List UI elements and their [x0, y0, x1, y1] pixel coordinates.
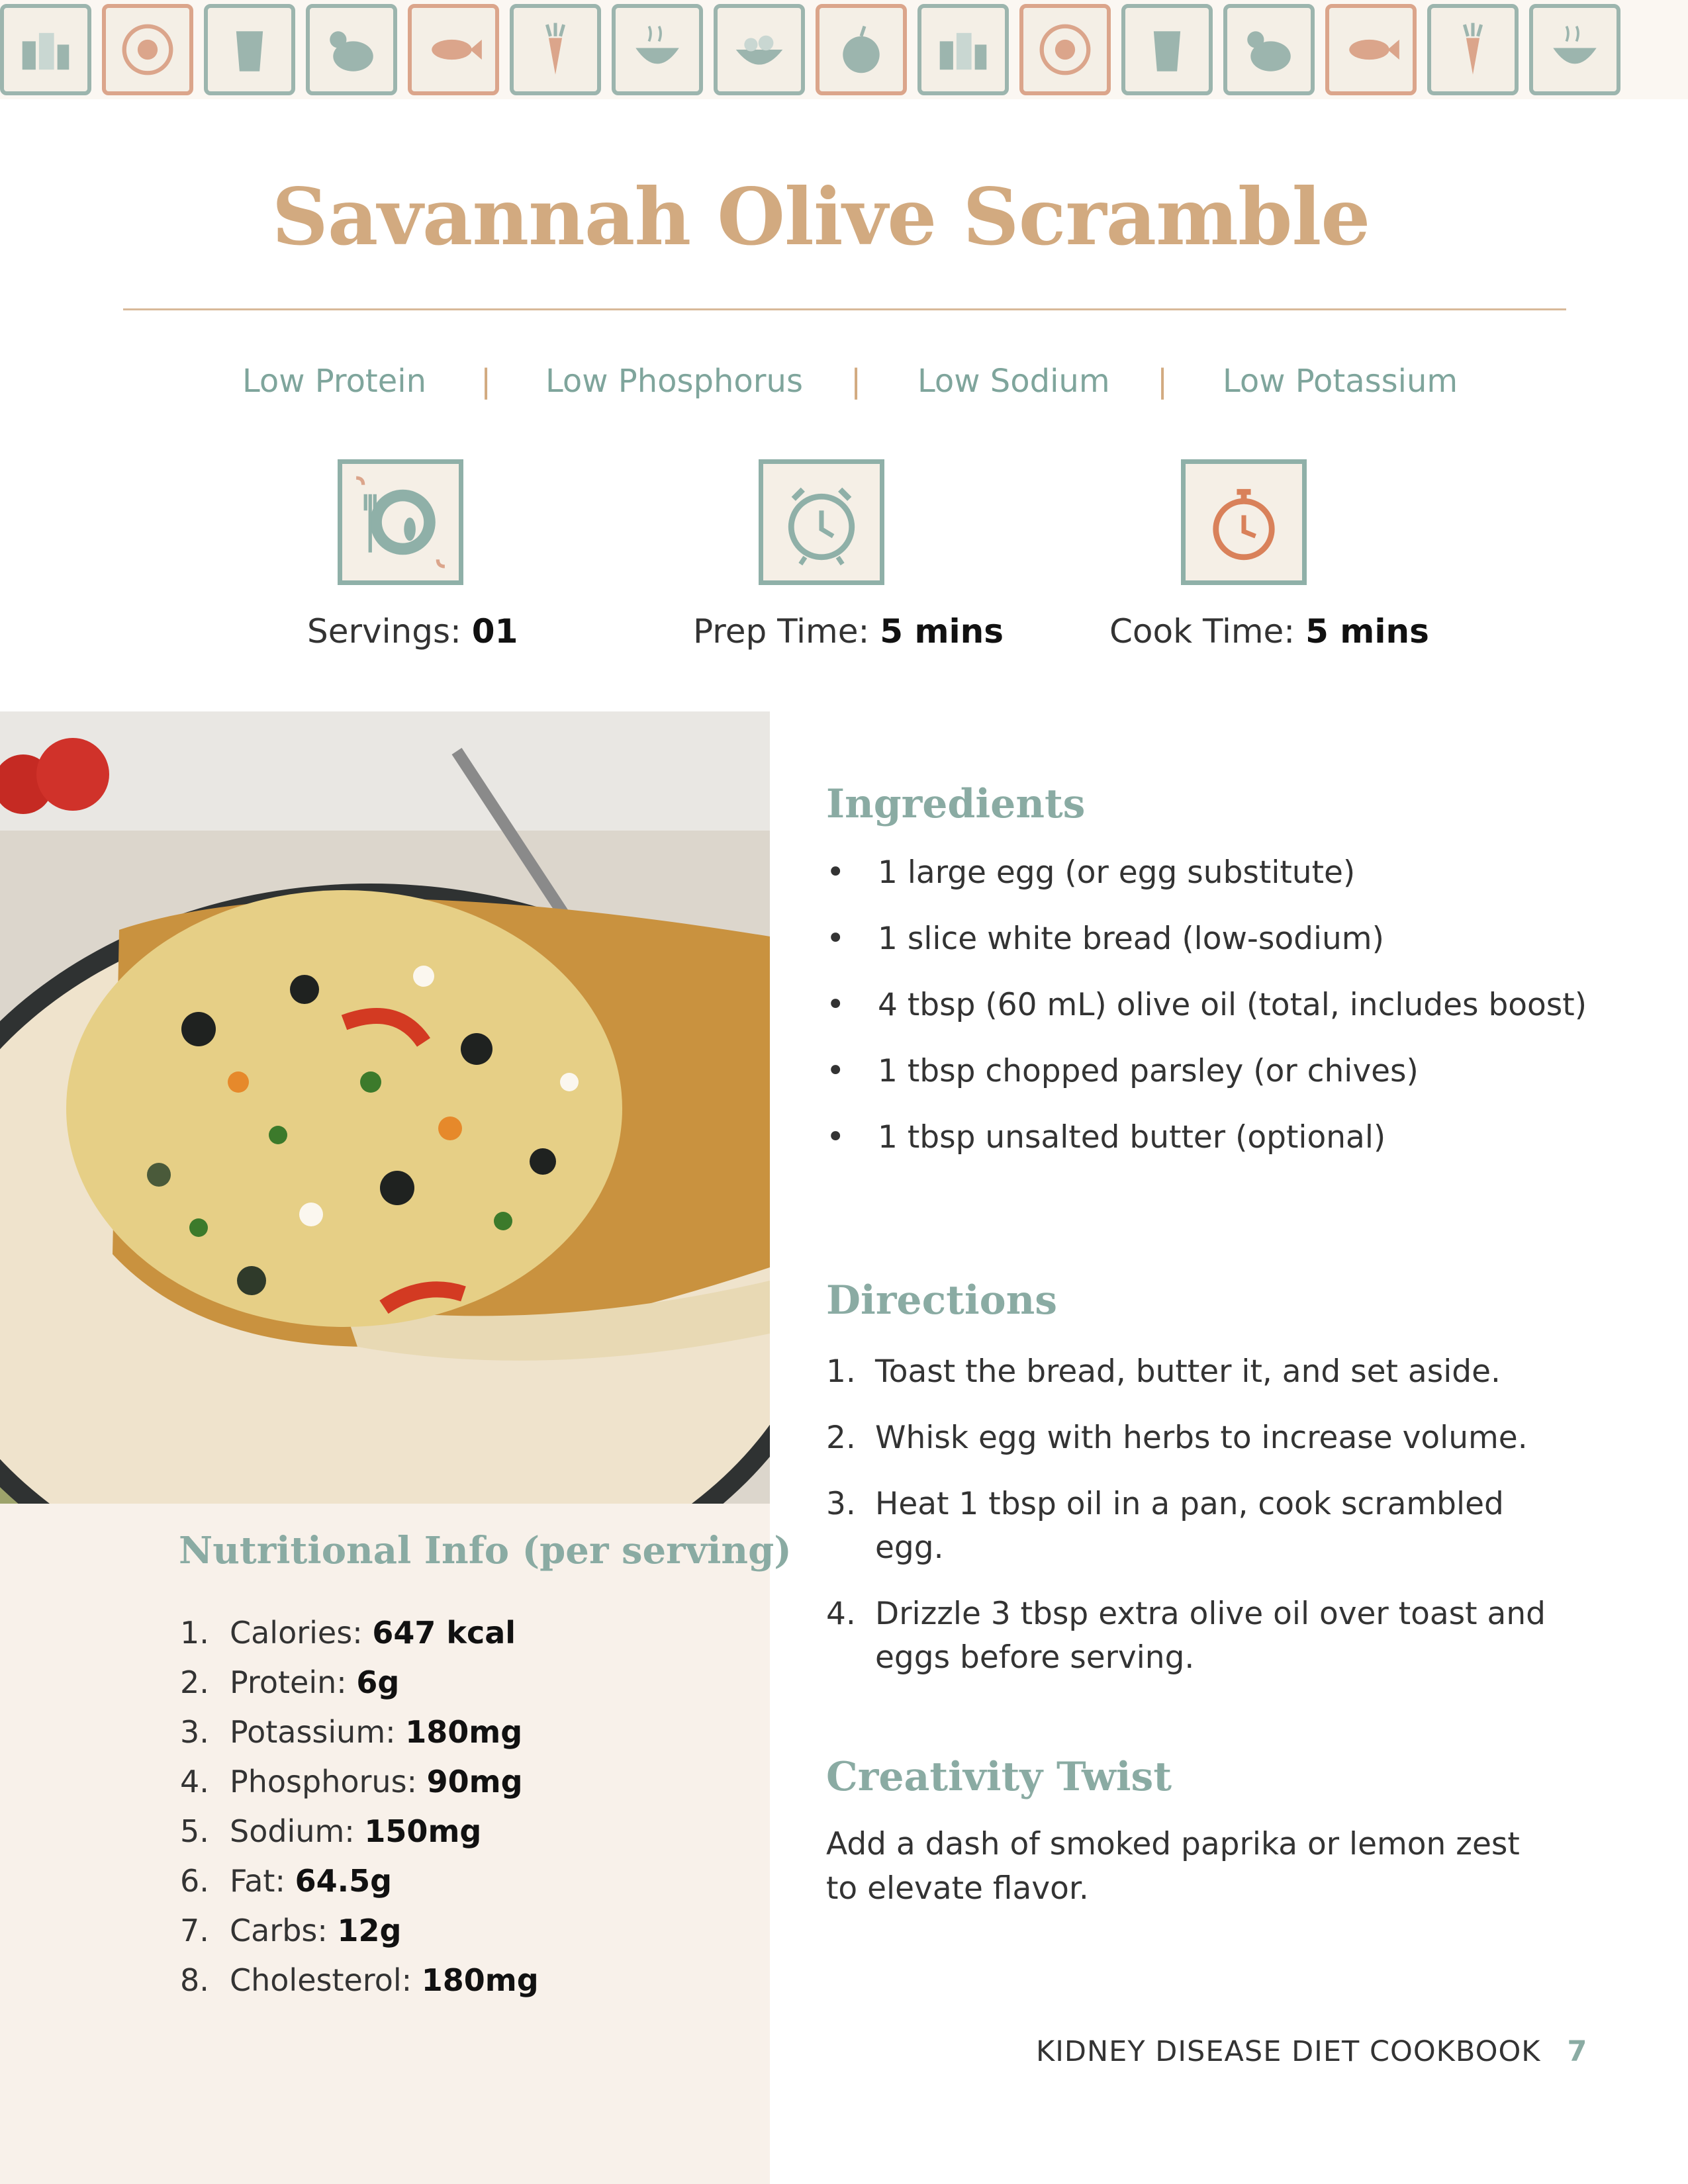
servings-info: Servings: 01 [307, 612, 518, 651]
fish-icon [1325, 4, 1417, 95]
nutrition-item: 2. Protein: 6g [180, 1664, 400, 1700]
chicken-icon [1223, 4, 1315, 95]
jars-icon [0, 4, 91, 95]
direction-step: 1. Toast the bread, butter it, and set aside. [826, 1353, 1501, 1390]
decorative-tile-border [0, 0, 1688, 99]
bowl-icon [1529, 4, 1620, 95]
ingredients-list [826, 854, 1587, 1185]
ingredient-item: • 4 tbsp (60 mL) olive oil (total, includes boost) [826, 986, 1587, 1023]
stopwatch-icon [1181, 459, 1307, 585]
prep-time-value: 5 mins [880, 612, 1004, 651]
carrot-icon [1427, 4, 1519, 95]
fish-icon [408, 4, 499, 95]
tag-low-sodium: Low Sodium [917, 363, 1110, 400]
tag-low-phosphorus: Low Phosphorus [545, 363, 803, 400]
directions-list [826, 1350, 1554, 1702]
jars-icon [917, 4, 1009, 95]
tag-separator: | [1157, 363, 1168, 400]
twist-text: Add a dash of smoked paprika or lemon zest to elevate flavor. [826, 1826, 1520, 1907]
chicken-icon [306, 4, 397, 95]
nutrition-item: 3. Potassium: 180mg [180, 1714, 523, 1750]
twist-title: Creativity Twist [826, 1754, 1172, 1800]
tag-separator: | [481, 363, 492, 400]
plate-icon [102, 4, 193, 95]
cook-time-value: 5 mins [1305, 612, 1429, 651]
ingredient-item: • 1 tbsp unsalted butter (optional) [826, 1118, 1386, 1156]
nutrition-item: 4. Phosphorus: 90mg [180, 1764, 523, 1799]
ingredient-item: • 1 slice white bread (low-sodium) [826, 920, 1384, 957]
nutrition-list [180, 1615, 539, 2012]
title-divider [123, 308, 1566, 310]
page-footer [1036, 2035, 1587, 2068]
nutrition-item: 5. Sodium: 150mg [180, 1813, 482, 1849]
dish-photo [0, 711, 770, 1504]
alarm-clock-icon [759, 459, 884, 585]
nutrition-item: 1. Calories: 647 kcal [180, 1615, 516, 1651]
prep-time-info: Prep Time: 5 mins [693, 612, 1004, 651]
ingredients-title: Ingredients [826, 781, 1086, 827]
tag-separator: | [851, 363, 862, 400]
nutrition-item: 6. Fat: 64.5g [180, 1863, 393, 1899]
salad-icon [714, 4, 805, 95]
apple-icon [816, 4, 907, 95]
cup-icon [1121, 4, 1213, 95]
direction-step: 3. Heat 1 tbsp oil in a pan, cook scrambled egg. [826, 1486, 1504, 1566]
directions-title: Directions [826, 1277, 1058, 1324]
nutrition-item: 8. Cholesterol: 180mg [180, 1962, 539, 1998]
ingredient-item: • 1 tbsp chopped parsley (or chives) [826, 1052, 1419, 1089]
nutrition-title: Nutritional Info (per serving) [179, 1529, 792, 1572]
bowl-icon [612, 4, 703, 95]
recipe-title: Savannah Olive Scramble [271, 171, 1370, 263]
nutrition-item: 7. Carbs: 12g [180, 1913, 402, 1948]
plate-fork-icon [338, 459, 463, 585]
cook-time-info: Cook Time: 5 mins [1109, 612, 1429, 651]
ingredient-item: • 1 large egg (or egg substitute) [826, 854, 1356, 891]
page-number: 7 [1567, 2035, 1588, 2068]
diet-tags [0, 363, 1688, 416]
direction-step: 2. Whisk egg with herbs to increase volume. [826, 1420, 1528, 1456]
tag-low-protein: Low Protein [242, 363, 427, 400]
plate-icon [1019, 4, 1111, 95]
carrot-icon [510, 4, 601, 95]
direction-step: 4. Drizzle 3 tbsp extra olive oil over toast and eggs before serving. [826, 1596, 1546, 1676]
book-title: KIDNEY DISEASE DIET COOKBOOK [1036, 2035, 1541, 2068]
tag-low-potassium: Low Potassium [1223, 363, 1458, 400]
cup-icon [204, 4, 295, 95]
servings-value: 01 [471, 612, 518, 651]
